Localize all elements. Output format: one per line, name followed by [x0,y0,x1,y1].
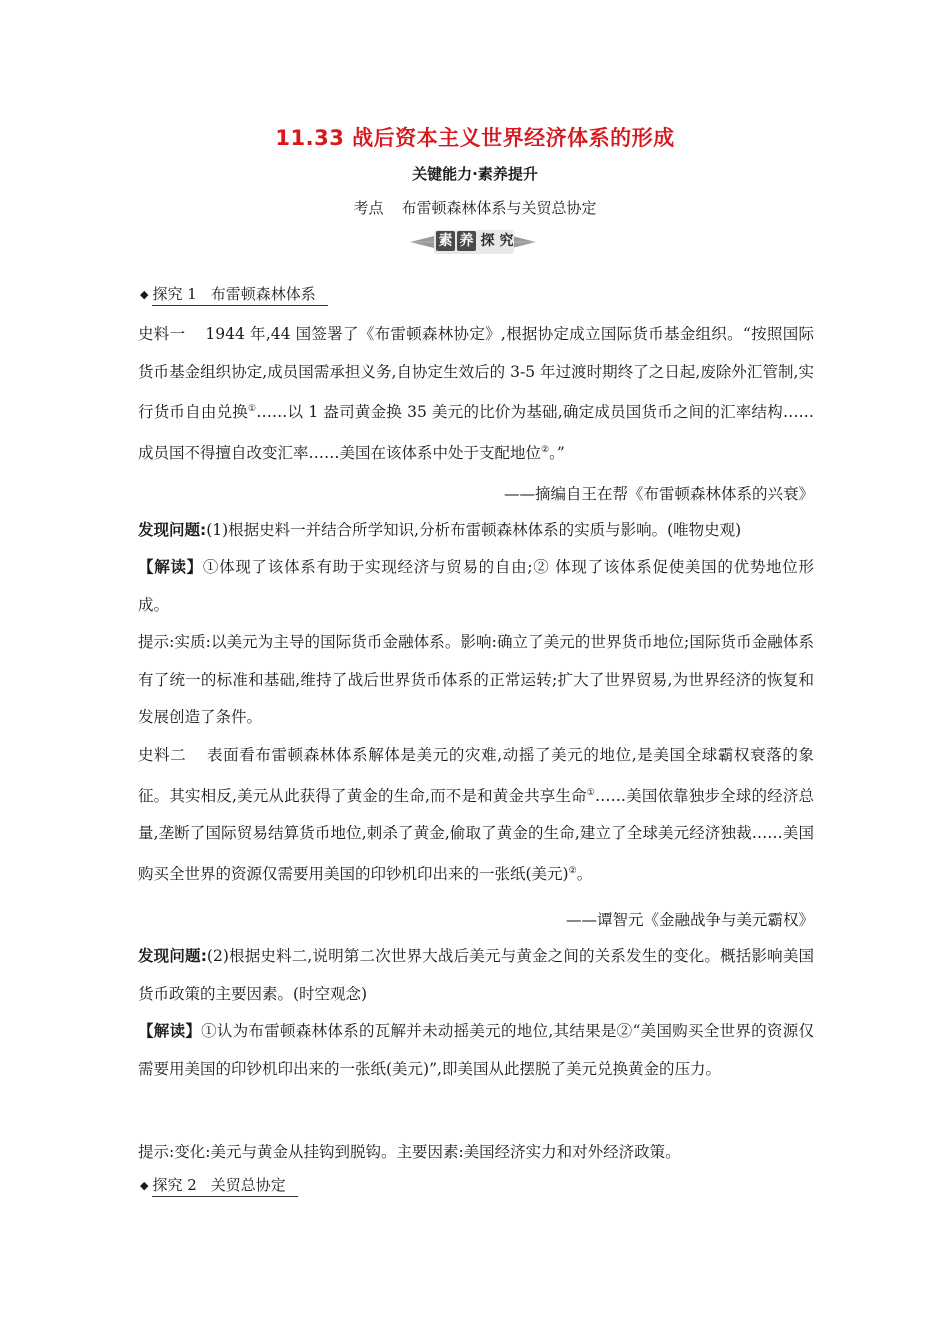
interpretation-2-label: 【解读】 [138,1022,202,1040]
interpretation-1-text: ①体现了该体系有助于实现经济与贸易的自由;② 体现了该体系促使美国的优势地位形成。 [138,558,814,614]
interpretation-1 [138,549,814,624]
interpretation-2 [138,1013,814,1088]
section-1-label: 探究 1 [152,285,197,303]
footnote-mark-4: ② [568,865,577,876]
material-2-label: 史料二 [138,746,187,764]
material-1-text-b: ……以 1 盎司黄金换 35 美元的比价为基础,确定成员国货币之间的汇率结构……成员国不得擅自改变汇率……美国在该体系中处于支配地位 [138,403,814,462]
material-1-text-c: 。” [549,443,565,462]
banner-char-1: 素 [436,231,455,251]
material-2-text-c: 。 [576,864,593,883]
question-2-label: 发现问题: [138,947,207,965]
question-2-text: (2)根据史料二,说明第二次世界大战后美元与黄金之间的关系发生的变化。概括影响美国货币政策的主要因素。(时空观念) [138,947,814,1003]
section-heading-1 [140,283,328,306]
section-2-title: 关贸总协定 [210,1176,286,1194]
question-1-text: (1)根据史料一并结合所学知识,分析布雷顿森林体系的实质与影响。(唯物史观) [206,521,742,539]
banner-char-3: 探 [480,233,495,249]
footnote-mark-3: ① [586,787,596,798]
question-2 [138,938,814,1013]
suyang-tanjiu-banner [408,228,538,256]
hint-1: 提示:实质:以美元为主导的国际货币金融体系。影响:确立了美元的世界货币地位;国际货币金融体系有了统一的标准和基础,维持了战后世界货币体系的正常运转;扩大了世界贸易,为世界经济的恢复和发展创造了条件。 [138,633,814,726]
footnote-mark-2: ② [541,444,550,455]
section-subtitle: 关键能力·素养提升 [412,165,538,183]
question-1-label: 发现问题: [138,521,207,539]
diamond-bullet-icon: ◆ [140,288,149,301]
page-title: 11.33 战后资本主义世界经济体系的形成 [275,126,675,150]
banner-char-2: 养 [457,231,476,251]
diamond-bullet-icon: ◆ [140,1179,149,1192]
topic-line [0,197,950,218]
material-1-label: 史料一 [138,325,186,343]
hint-2: 提示:变化:美元与黄金从挂钩到脱钩。主要因素:美国经济实力和对外经济政策。 [138,1143,681,1161]
section-2-label: 探究 2 [152,1176,197,1194]
interpretation-1-label: 【解读】 [138,558,203,576]
footnote-mark-1: ① [248,404,257,414]
banner-char-4: 究 [499,233,514,249]
material-1-text-a: 1944 年,44 国签署了《布雷顿森林协定》,根据协定成立国际货币基金组织。“按照国际货币基金组织协定,成员国需承担义务,自协定生效后的 3-5 年过渡时期终了之日起,废除外汇管制,实行货币自由兑换 [138,325,814,422]
question-1 [138,512,814,550]
topic-label: 考点 [353,199,384,217]
material-1-source: ——摘编自王在帮《布雷顿森林体系的兴衰》 [503,485,814,503]
section-heading-2 [140,1174,298,1197]
material-2-text-b: ……美国依靠独步全球的经济总量,垄断了国际贸易结算货币地位,刺杀了黄金,偷取了黄金的生命,建立了全球美元经济独裁……美国购买全世界的资源仅需要用美国的印钞机印出来的一张纸(美元) [138,786,814,883]
material-2-source: ——谭智元《金融战争与美元霸权》 [565,911,814,929]
material-1 [138,316,814,472]
material-2-text-a: 表面看布雷顿森林体系解体是美元的灾难,动摇了美元的地位,是美国全球霸权衰落的象征。其实相反,美元从此获得了黄金的生命,而不是和黄金共享生命 [138,746,814,805]
section-1-title: 布雷顿森林体系 [210,285,316,303]
interpretation-2-text: ①认为布雷顿森林体系的瓦解并未动摇美元的地位,其结果是②“美国购买全世界的资源仅需要用美国的印钞机印出来的一张纸(美元)”,即美国从此摆脱了美元兑换黄金的压力。 [138,1022,814,1078]
material-2 [138,737,814,893]
topic-text: 布雷顿森林体系与关贸总协定 [401,199,597,217]
